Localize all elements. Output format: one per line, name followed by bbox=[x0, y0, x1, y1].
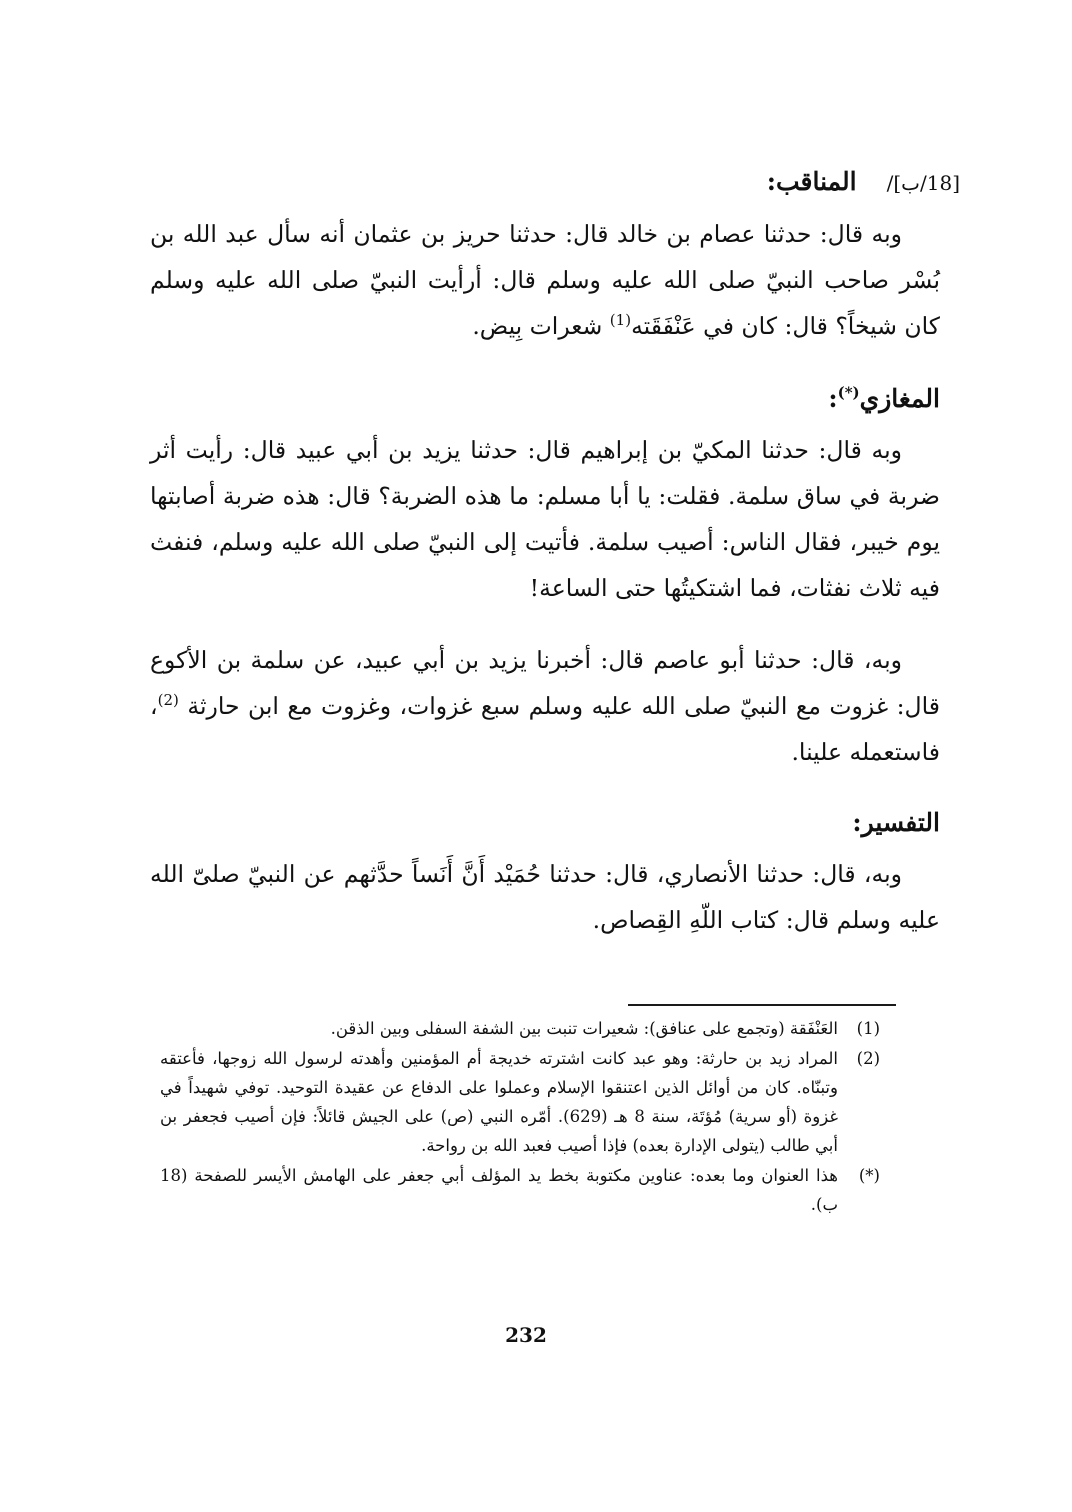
section-title-maghazi: المغازي bbox=[859, 384, 940, 413]
paragraph-tafsir: وبه، قال: حدثنا الأنصاري، قال: حدثنا حُمَيْد أَنَّ أَنَساً حدَّثهم عن النبيّ صلىّ الله عليه وسلم قال: كتاب اللّهِ القِصاص. bbox=[150, 860, 940, 934]
footnotes bbox=[160, 1014, 880, 1220]
footnote-item bbox=[160, 1044, 880, 1160]
paragraph-maghazi-2 bbox=[150, 637, 940, 775]
footnote-number: (*) bbox=[858, 1166, 880, 1185]
section-title-tafsir: التفسير: bbox=[852, 808, 940, 837]
section-heading-tafsir bbox=[150, 801, 940, 845]
footnote-divider bbox=[628, 1004, 896, 1006]
footnote-text: العَنْفَقة (وتجمع على عنافق): شعيرات تنبت بين الشفة السفلى وبين الذقن. bbox=[330, 1019, 838, 1038]
page-body bbox=[150, 160, 960, 943]
section-heading-maghazi bbox=[150, 377, 940, 421]
footnote-number: (2) bbox=[856, 1049, 880, 1068]
footnote-text: المراد زيد بن حارثة: وهو عبد كانت اشترته خديجة أم المؤمنين وأهدته لرسول الله زوجها، فأعتقه وتبنّاه. كان من أوائل الذين اعتنقوا الإسلام وعملوا على الدفاع عن عقيدة التوحيد. توفي شهيداً في غزوة (أو سرية) مُؤتَة، سنة 8 هـ (629). أمّره النبي (ص) على الجيش قائلاً: فإن أصيب فجعفر بن أبي طالب (يتولى الإدارة بعده) فإذا أصيب فعبد الله بن رواحة. bbox=[160, 1049, 839, 1155]
paragraph-text: وبه قال: حدثنا عصام بن خالد قال: حدثنا حريز بن عثمان أنه سأل عبد الله بن بُسْر صاحب النبيّ صلى الله عليه وسلم قال: أرأيت النبيّ صلى الله عليه وسلم كان شيخاً؟ قال: كان في عَنْفَقَته bbox=[150, 220, 940, 340]
section-heading-manaqib bbox=[150, 160, 960, 205]
page-number: 232 bbox=[505, 1323, 547, 1347]
footnote-item bbox=[160, 1161, 880, 1219]
paragraph-maghazi-1: وبه قال: حدثنا المكيّ بن إبراهيم قال: حدثنا يزيد بن أبي عبيد قال: رأيت أثر ضربة في ساق سلمة. فقلت: يا أبا مسلم: ما هذه الضربة؟ قال: هذه ضربة أصابتها يوم خيبر، فقال الناس: أصيب سلمة. فأتيت إلى النبيّ صلى الله عليه وسلم، فنفث فيه ثلاث نفثات، فما اشتكيتُها حتى الساعة! bbox=[150, 436, 940, 602]
paragraph-text: شعرات بِيض. bbox=[472, 312, 610, 340]
footnote-text: هذا العنوان وما بعده: عناوين مكتوبة بخط يد المؤلف أبي جعفر على الهامش الأيسر للصفحة (18 ب). bbox=[160, 1166, 838, 1214]
paragraph-text: ، فاستعمله علينا. bbox=[150, 692, 940, 766]
footnote-ref-2: (2) bbox=[157, 691, 179, 710]
footnote-number: (1) bbox=[856, 1019, 880, 1038]
folio-marker: [18/ب]/ bbox=[886, 171, 960, 195]
heading-colon: : bbox=[828, 384, 838, 413]
footnote-item bbox=[160, 1014, 880, 1043]
section-title-manaqib: المناقب: bbox=[766, 167, 857, 196]
footnote-ref-1: (1) bbox=[609, 311, 632, 330]
paragraph-manaqib bbox=[150, 211, 940, 349]
footnote-ref-star: (*) bbox=[837, 383, 860, 402]
paragraph-text: وبه، قال: حدثنا أبو عاصم قال: أخبرنا يزيد بن أبي عبيد، عن سلمة بن الأكوع قال: غزوت مع النبيّ صلى الله عليه وسلم سبع غزوات، وغزوت مع ابن حارثة bbox=[150, 646, 940, 720]
